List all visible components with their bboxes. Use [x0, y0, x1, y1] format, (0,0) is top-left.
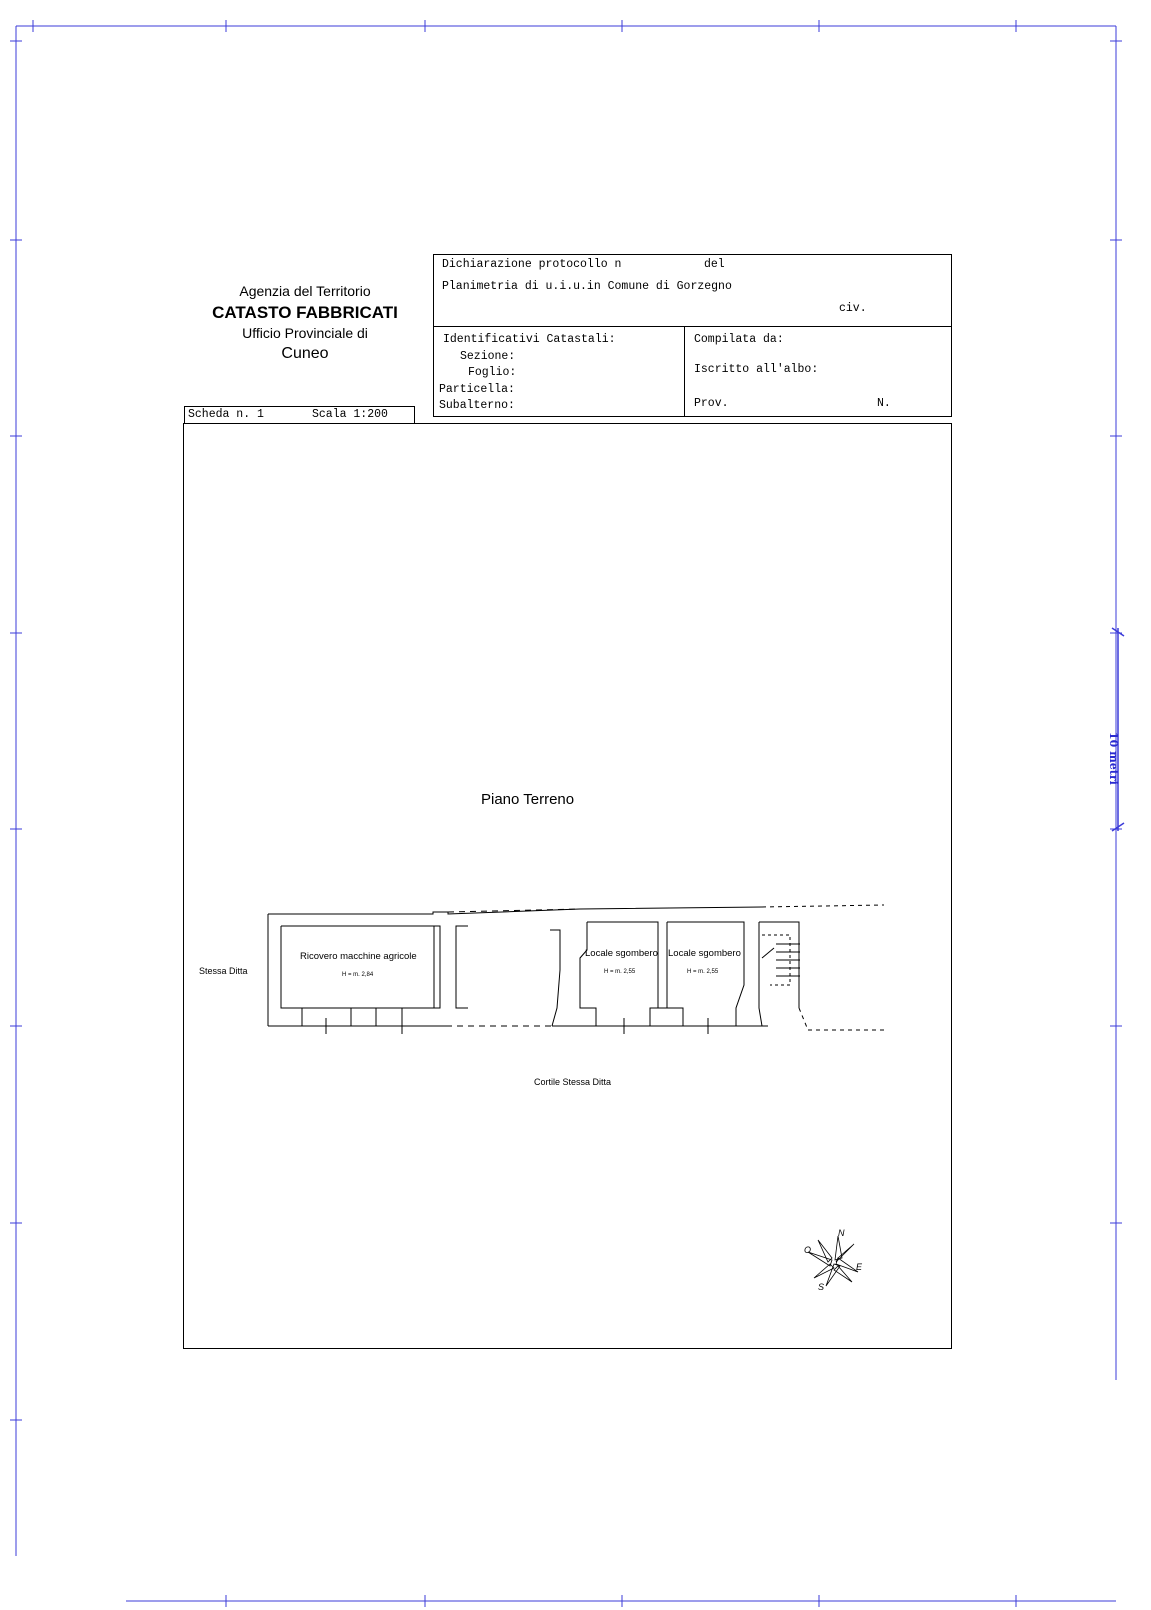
left-neighbor-label: Stessa Ditta — [199, 966, 248, 976]
compass-n: N — [838, 1228, 845, 1238]
protocollo-label: Dichiarazione protocollo n — [442, 258, 622, 271]
civ-label: civ. — [839, 302, 867, 315]
planimetria-label: Planimetria di u.i.u.in Comune di Gorzegno — [442, 280, 732, 293]
ufficio-label: Ufficio Provinciale di — [242, 325, 368, 341]
room-1-height: H = m. 2,84 — [342, 972, 374, 978]
scale-bar-label: 10 metri — [1107, 732, 1120, 785]
subalterno-label: Subalterno: — [439, 399, 515, 412]
sezione-label: Sezione: — [460, 350, 516, 363]
room-2-height: H = m. 2,55 — [604, 969, 636, 975]
scala-label: Scala 1:200 — [312, 408, 388, 421]
compilata-label: Compilata da: — [694, 333, 784, 346]
room-1-name: Ricovero macchine agricole — [300, 951, 417, 962]
agency-title: Agenzia del Territorio — [239, 283, 371, 299]
scheda-label: Scheda n. 1 — [188, 408, 264, 421]
catasto-title: CATASTO FABBRICATI — [212, 303, 398, 322]
room-3-height: H = m. 2,55 — [687, 969, 719, 975]
courtyard-label: Cortile Stessa Ditta — [534, 1077, 612, 1087]
room-2-name: Locale sgombero — [585, 948, 658, 959]
del-label: del — [704, 258, 725, 271]
particella-label: Particella: — [439, 383, 515, 396]
prov-label: Prov. — [694, 397, 729, 410]
identificativi-label: Identificativi Catastali: — [443, 333, 616, 346]
compass-s: S — [818, 1282, 825, 1292]
floor-title: Piano Terreno — [481, 791, 575, 808]
n-label: N. — [877, 397, 891, 410]
foglio-label: Foglio: — [468, 366, 517, 379]
room-3-name: Locale sgombero — [668, 948, 741, 959]
compass-o: O — [804, 1245, 812, 1255]
iscritto-label: Iscritto all'albo: — [694, 363, 819, 376]
compass-e: E — [856, 1262, 863, 1272]
province-name: Cuneo — [281, 345, 329, 362]
